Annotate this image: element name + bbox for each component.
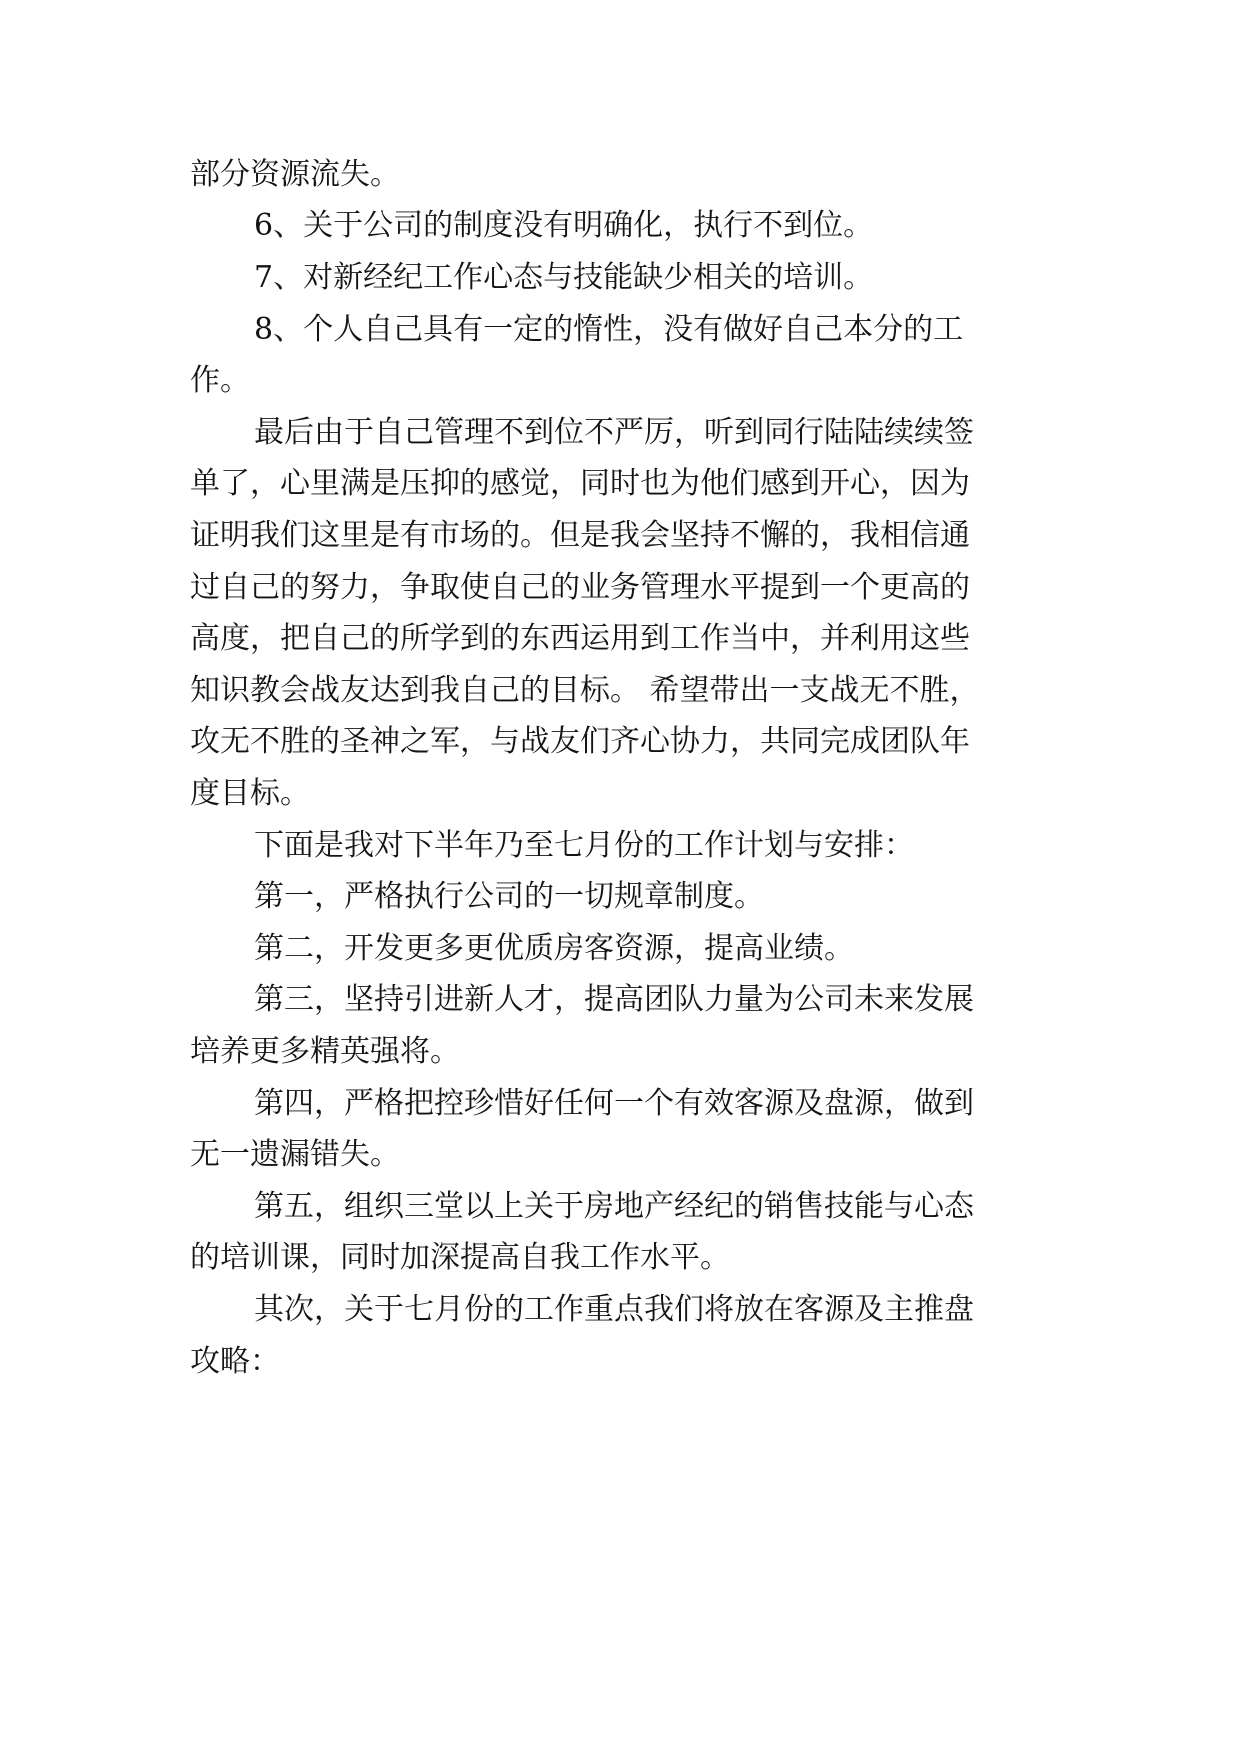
text-line: 知识教会战友达到我自己的目标。 希望带出一支战无不胜，: [190, 673, 980, 708]
text-line: 7、对新经纪工作心态与技能缺少相关的培训。: [254, 260, 874, 295]
text-line: 攻无不胜的圣神之军，与战友们齐心协力，共同完成团队年: [190, 724, 970, 759]
text-line: 培养更多精英强将。: [190, 1034, 460, 1069]
text-line: 攻略：: [190, 1344, 280, 1379]
text-line: 8、个人自己具有一定的惰性，没有做好自己本分的工: [254, 312, 964, 347]
text-line: 最后由于自己管理不到位不严厉，听到同行陆陆续续签: [254, 415, 974, 450]
text-line: 部分资源流失。: [190, 157, 400, 192]
text-line: 第四，严格把控珍惜好任何一个有效客源及盘源，做到: [254, 1086, 974, 1121]
text-line: 第二，开发更多更优质房客资源，提高业绩。: [254, 931, 854, 966]
text-line: 证明我们这里是有市场的。但是我会坚持不懈的，我相信通: [190, 518, 970, 553]
text-line: 第三，坚持引进新人才，提高团队力量为公司未来发展: [254, 982, 974, 1017]
text-line: 第一，严格执行公司的一切规章制度。: [254, 879, 764, 914]
text-line: 其次，关于七月份的工作重点我们将放在客源及主推盘: [254, 1292, 974, 1327]
text-line: 的培训课，同时加深提高自我工作水平。: [190, 1240, 730, 1275]
text-line: 高度，把自己的所学到的东西运用到工作当中，并利用这些: [190, 621, 970, 656]
text-line: 6、关于公司的制度没有明确化，执行不到位。: [254, 208, 874, 243]
text-line: 第五，组织三堂以上关于房地产经纪的销售技能与心态: [254, 1189, 974, 1224]
text-line: 下面是我对下半年乃至七月份的工作计划与安排：: [254, 828, 914, 863]
text-line: 过自己的努力，争取使自己的业务管理水平提到一个更高的: [190, 570, 970, 605]
text-line: 无一遗漏错失。: [190, 1137, 400, 1172]
text-line: 度目标。: [190, 776, 310, 811]
text-line: 作。: [190, 363, 250, 398]
text-line: 单了，心里满是压抑的感觉，同时也为他们感到开心，因为: [190, 466, 970, 501]
